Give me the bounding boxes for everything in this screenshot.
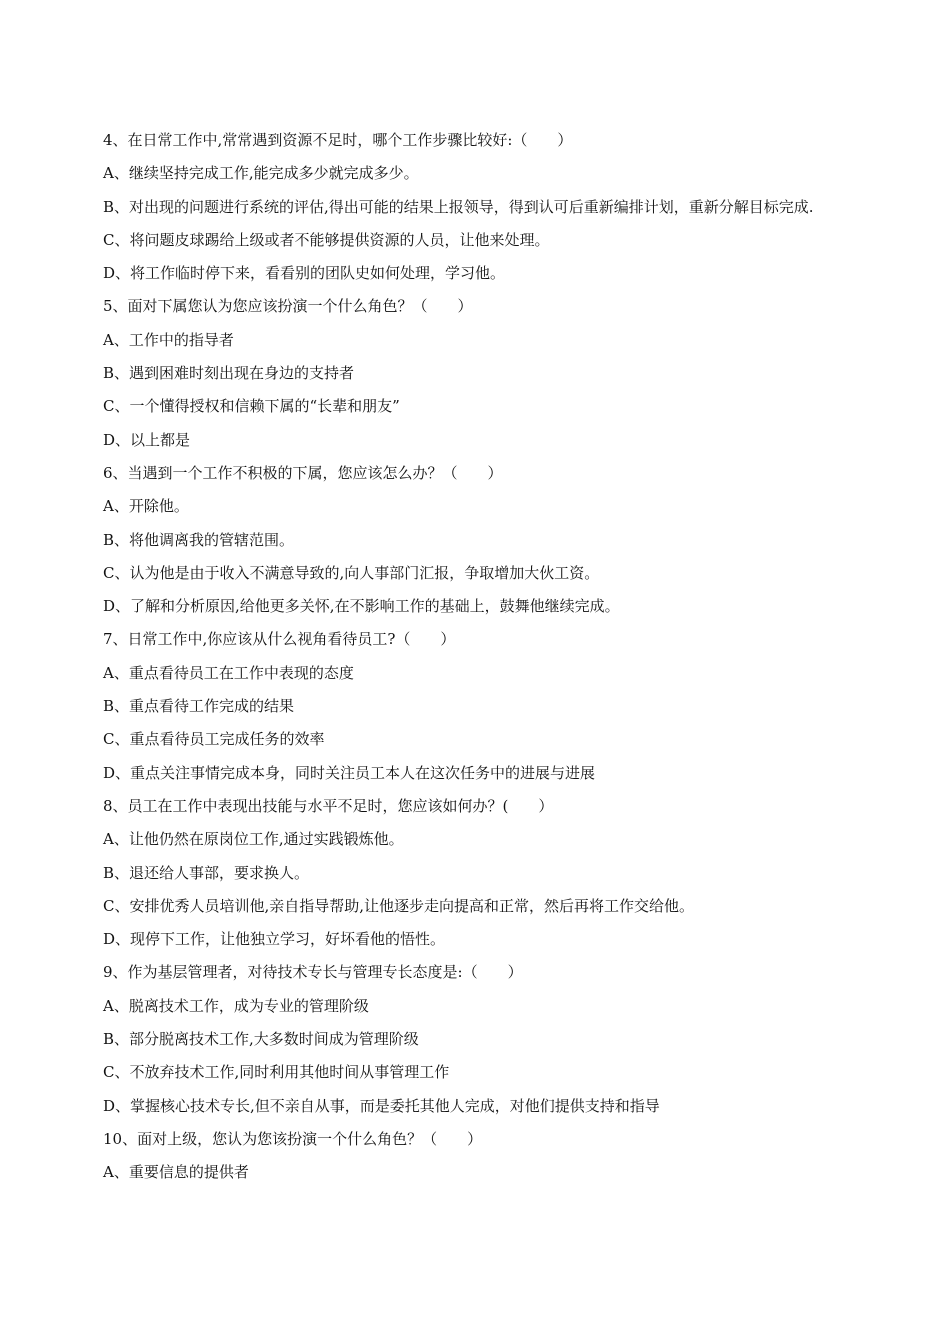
question-5-option-d: D、以上都是 (103, 430, 191, 449)
question-6-option-c: C、认为他是由于收入不满意导致的,向人事部门汇报，争取增加大伙工资。 (103, 563, 600, 582)
question-6-option-b: B、将他调离我的管辖范围。 (103, 530, 295, 549)
question-6-option-a: A、开除他。 (103, 497, 189, 516)
question-9: 9、作为基层管理者，对待技术专长与管理专长态度是:（ ） (103, 963, 523, 982)
question-8-option-c: C、安排优秀人员培训他,亲自指导帮助,让他逐步走向提高和正常，然后再将工作交给他。 (103, 896, 695, 915)
question-4-option-a: A、继续坚持完成工作,能完成多少就完成多少。 (103, 164, 419, 183)
question-7: 7、日常工作中,你应该从什么视角看待员工?（ ） (103, 630, 456, 649)
question-5-option-b: B、遇到困难时刻出现在身边的支持者 (103, 364, 355, 383)
question-10: 10、面对上级，您认为您该扮演一个什么角色？（ ） (103, 1129, 483, 1148)
question-4: 4、在日常工作中,常常遇到资源不足时，哪个工作步骤比较好:（ ） (103, 131, 573, 149)
question-8-option-b: B、退还给人事部，要求换人。 (103, 863, 310, 882)
question-10-option-a: A、重要信息的提供者 (103, 1163, 249, 1182)
question-9-option-a: A、脱离技术工作，成为专业的管理阶级 (103, 996, 369, 1015)
question-4-option-d: D、将工作临时停下来，看看别的团队史如何处理，学习他。 (103, 264, 506, 283)
question-9-option-c: C、不放弃技术工作,同时利用其他时间从事管理工作 (103, 1063, 450, 1082)
question-7-option-c: C、重点看待员工完成任务的效率 (103, 730, 325, 749)
question-6-option-d: D、了解和分析原因,给他更多关怀,在不影响工作的基础上，鼓舞他继续完成。 (103, 597, 620, 616)
question-8: 8、员工在工作中表现出技能与水平不足时，您应该如何办？( ） (103, 796, 554, 815)
question-5: 5、面对下属您认为您应该扮演一个什么角色？（ ） (103, 297, 473, 316)
question-list (103, 124, 873, 1190)
question-8-option-d: D、现停下工作，让他独立学习，好坏看他的悟性。 (103, 930, 446, 949)
question-7-option-b: B、重点看待工作完成的结果 (103, 697, 295, 716)
question-9-option-d: D、掌握核心技术专长,但不亲自从事，而是委托其他人完成，对他们提供支持和指导 (103, 1096, 660, 1115)
question-4-option-c: C、将问题皮球踢给上级或者不能够提供资源的人员，让他来处理。 (103, 230, 550, 249)
question-9-option-b: B、部分脱离技术工作,大多数时间成为管理阶级 (103, 1030, 419, 1049)
question-5-option-c: C、一个懂得授权和信赖下属的“长辈和朋友” (103, 397, 400, 416)
question-7-option-a: A、重点看待员工在工作中表现的态度 (103, 663, 354, 682)
question-5-option-a: A、工作中的指导者 (103, 330, 234, 349)
question-7-option-d: D、重点关注事情完成本身，同时关注员工本人在这次任务中的进展与进展 (103, 763, 596, 782)
question-4-option-b: B、对出现的问题进行系统的评估,得出可能的结果上报领导，得到认可后重新编排计划，重新分解目标完成. (103, 197, 814, 216)
question-8-option-a: A、让他仍然在原岗位工作,通过实践锻炼他。 (103, 830, 404, 849)
question-6: 6、当遇到一个工作不积极的下属，您应该怎么办？（ ） (103, 463, 503, 482)
